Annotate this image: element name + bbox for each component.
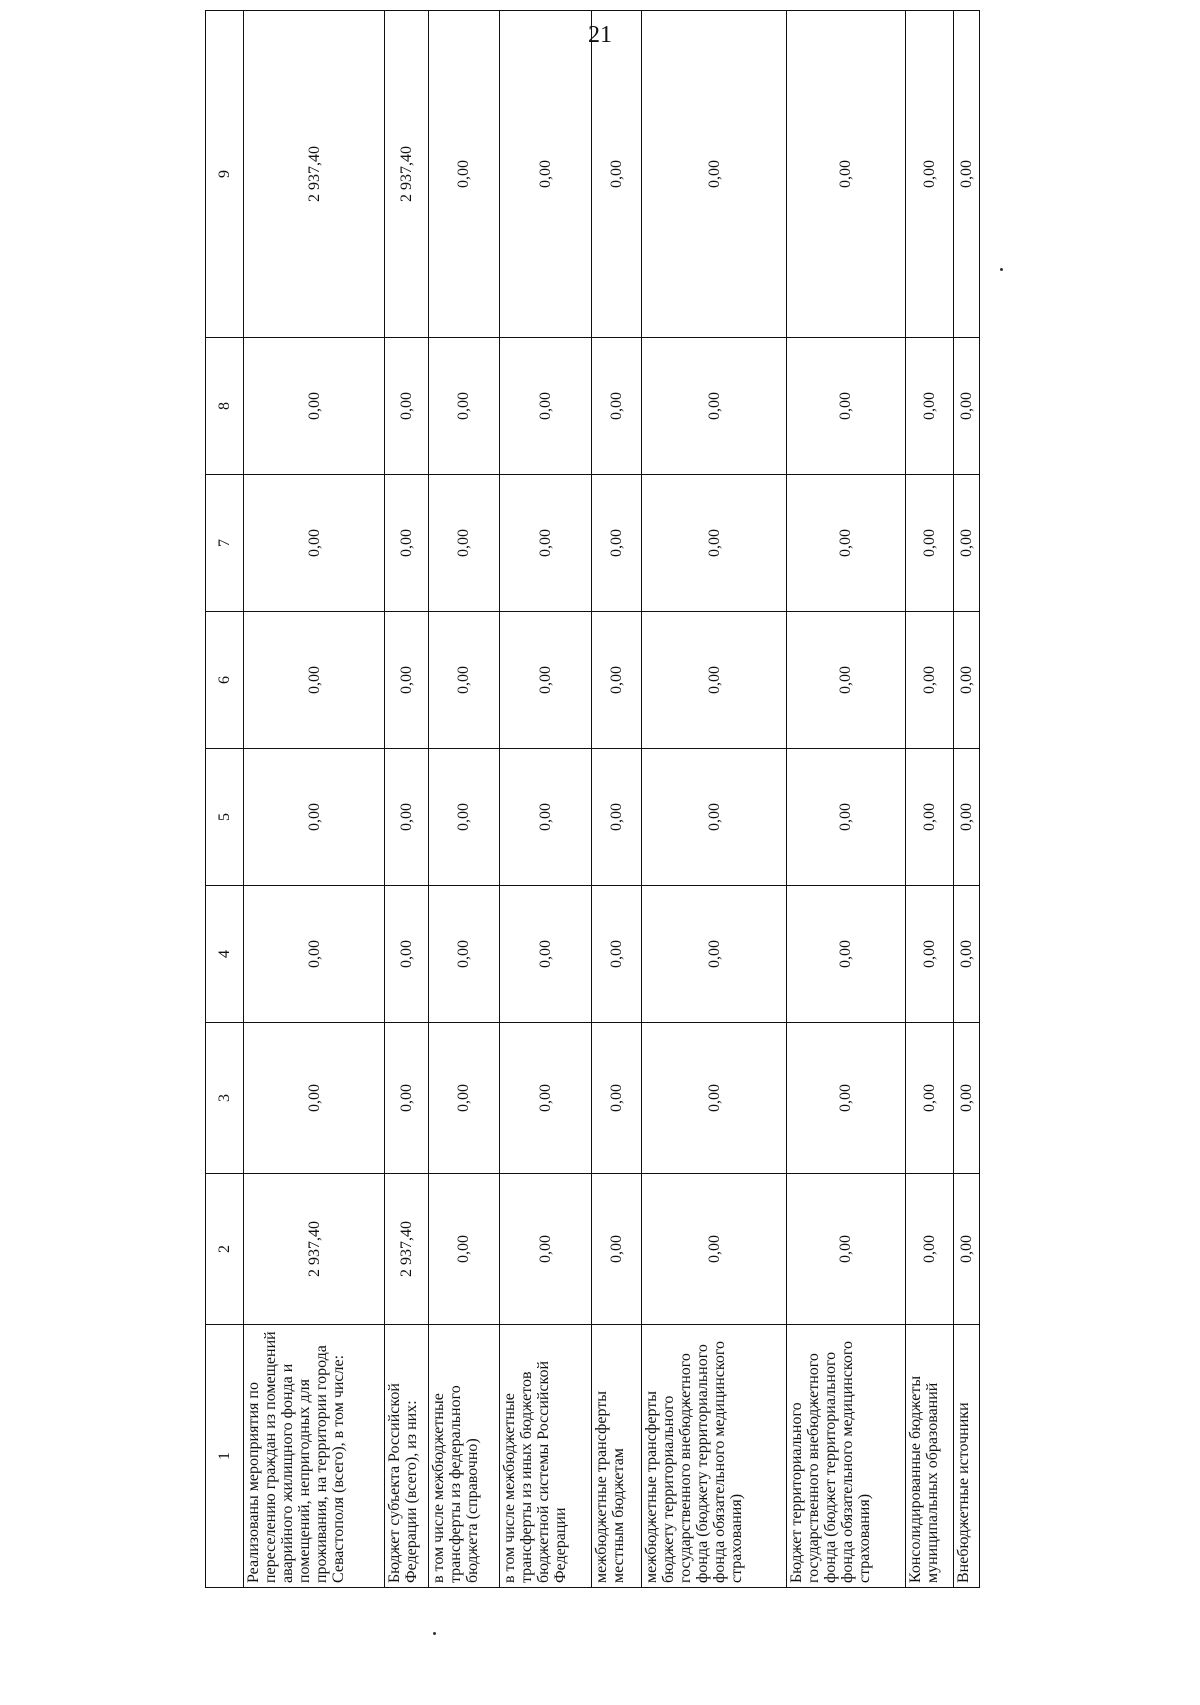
value-cell: 0,00 <box>906 1174 954 1325</box>
header-cell: 7 <box>206 475 244 612</box>
table-row <box>428 11 500 1588</box>
value-cell: 0,00 <box>428 475 500 612</box>
value-cell: 0,00 <box>642 1174 786 1325</box>
value-cell: 0,00 <box>243 612 384 749</box>
value-cell: 0,00 <box>385 749 428 886</box>
rotated-table-container <box>205 71 980 1588</box>
table-row <box>385 11 428 1588</box>
table-row <box>243 11 384 1588</box>
value-cell: 0,00 <box>953 475 979 612</box>
page-number: 21 <box>588 22 612 48</box>
value-cell: 0,00 <box>906 338 954 475</box>
value-cell: 0,00 <box>592 1174 642 1325</box>
budget-table <box>205 10 980 1588</box>
row-label: Реализованы мероприятия по переселению граждан из помещений аварийного жилищного фонда и помещений, непригодных для проживания, на территории города Севастополя (всего), в том числе: <box>243 1325 384 1588</box>
value-cell: 0,00 <box>786 475 905 612</box>
value-cell: 2 937,40 <box>385 11 428 338</box>
value-cell: 0,00 <box>243 749 384 886</box>
row-label: Консолидированные бюджеты муниципальных образований <box>906 1325 954 1588</box>
header-cell: 2 <box>206 1174 244 1325</box>
header-row <box>206 11 244 1588</box>
value-cell: 0,00 <box>786 338 905 475</box>
row-label: Бюджет территориального государственного внебюджетного фонда (бюджет территориального фонда обязательного медицинского страхования) <box>786 1325 905 1588</box>
table-row <box>786 11 905 1588</box>
value-cell: 0,00 <box>592 338 642 475</box>
value-cell: 0,00 <box>592 886 642 1023</box>
value-cell: 0,00 <box>243 886 384 1023</box>
value-cell: 0,00 <box>500 886 592 1023</box>
row-label: межбюджетные трансферты бюджету территориального государственного внебюджетного фонда (бюджету территориального фонда обязательного медицинского страхования) <box>642 1325 786 1588</box>
value-cell: 0,00 <box>906 11 954 338</box>
value-cell: 0,00 <box>786 1174 905 1325</box>
value-cell: 0,00 <box>642 749 786 886</box>
value-cell: 0,00 <box>642 475 786 612</box>
value-cell: 0,00 <box>428 1023 500 1174</box>
value-cell: 0,00 <box>428 338 500 475</box>
row-label: Внебюджетные источники <box>953 1325 979 1588</box>
value-cell: 0,00 <box>385 475 428 612</box>
table-row <box>500 11 592 1588</box>
value-cell: 0,00 <box>428 749 500 886</box>
value-cell: 0,00 <box>500 749 592 886</box>
value-cell: 0,00 <box>906 749 954 886</box>
value-cell: 0,00 <box>428 1174 500 1325</box>
value-cell: 0,00 <box>500 1174 592 1325</box>
row-label: в том числе межбюджетные трансферты из федерального бюджета (справочно) <box>428 1325 500 1588</box>
table-row <box>642 11 786 1588</box>
value-cell: 0,00 <box>592 749 642 886</box>
value-cell: 0,00 <box>642 886 786 1023</box>
value-cell: 0,00 <box>428 886 500 1023</box>
value-cell: 0,00 <box>953 338 979 475</box>
value-cell: 0,00 <box>500 338 592 475</box>
value-cell: 2 937,40 <box>243 11 384 338</box>
value-cell: 0,00 <box>500 1023 592 1174</box>
row-label: Бюджет субъекта Российской Федерации (всего), из них: <box>385 1325 428 1588</box>
header-cell: 8 <box>206 338 244 475</box>
table-row <box>592 11 642 1588</box>
value-cell: 0,00 <box>500 11 592 338</box>
value-cell: 0,00 <box>953 749 979 886</box>
scan-speck <box>433 1632 436 1635</box>
row-label: межбюджетные трансферты местным бюджетам <box>592 1325 642 1588</box>
value-cell: 0,00 <box>906 1023 954 1174</box>
header-cell: 3 <box>206 1023 244 1174</box>
value-cell: 0,00 <box>906 886 954 1023</box>
value-cell: 0,00 <box>642 11 786 338</box>
header-cell: 4 <box>206 886 244 1023</box>
value-cell: 0,00 <box>428 11 500 338</box>
table-row <box>906 11 954 1588</box>
value-cell: 0,00 <box>786 1023 905 1174</box>
scan-speck <box>1000 268 1003 271</box>
value-cell: 2 937,40 <box>385 1174 428 1325</box>
value-cell: 2 937,40 <box>243 1174 384 1325</box>
header-cell: 1 <box>206 1325 244 1588</box>
value-cell: 0,00 <box>642 1023 786 1174</box>
value-cell: 0,00 <box>385 338 428 475</box>
value-cell: 0,00 <box>385 612 428 749</box>
value-cell: 0,00 <box>786 612 905 749</box>
table-row <box>953 11 979 1588</box>
value-cell: 0,00 <box>906 475 954 612</box>
header-cell: 5 <box>206 749 244 886</box>
value-cell: 0,00 <box>243 1023 384 1174</box>
value-cell: 0,00 <box>243 475 384 612</box>
value-cell: 0,00 <box>953 1174 979 1325</box>
value-cell: 0,00 <box>953 886 979 1023</box>
value-cell: 0,00 <box>953 11 979 338</box>
value-cell: 0,00 <box>953 1023 979 1174</box>
value-cell: 0,00 <box>500 612 592 749</box>
header-cell: 6 <box>206 612 244 749</box>
value-cell: 0,00 <box>906 612 954 749</box>
value-cell: 0,00 <box>642 338 786 475</box>
header-cell: 9 <box>206 11 244 338</box>
value-cell: 0,00 <box>592 612 642 749</box>
value-cell: 0,00 <box>385 886 428 1023</box>
row-label: в том числе межбюджетные трансферты из иных бюджетов бюджетной системы Российской Федерации <box>500 1325 592 1588</box>
value-cell: 0,00 <box>428 612 500 749</box>
value-cell: 0,00 <box>385 1023 428 1174</box>
value-cell: 0,00 <box>243 338 384 475</box>
value-cell: 0,00 <box>953 612 979 749</box>
value-cell: 0,00 <box>592 11 642 338</box>
value-cell: 0,00 <box>500 475 592 612</box>
value-cell: 0,00 <box>786 749 905 886</box>
value-cell: 0,00 <box>786 11 905 338</box>
value-cell: 0,00 <box>642 612 786 749</box>
value-cell: 0,00 <box>786 886 905 1023</box>
value-cell: 0,00 <box>592 1023 642 1174</box>
value-cell: 0,00 <box>592 475 642 612</box>
